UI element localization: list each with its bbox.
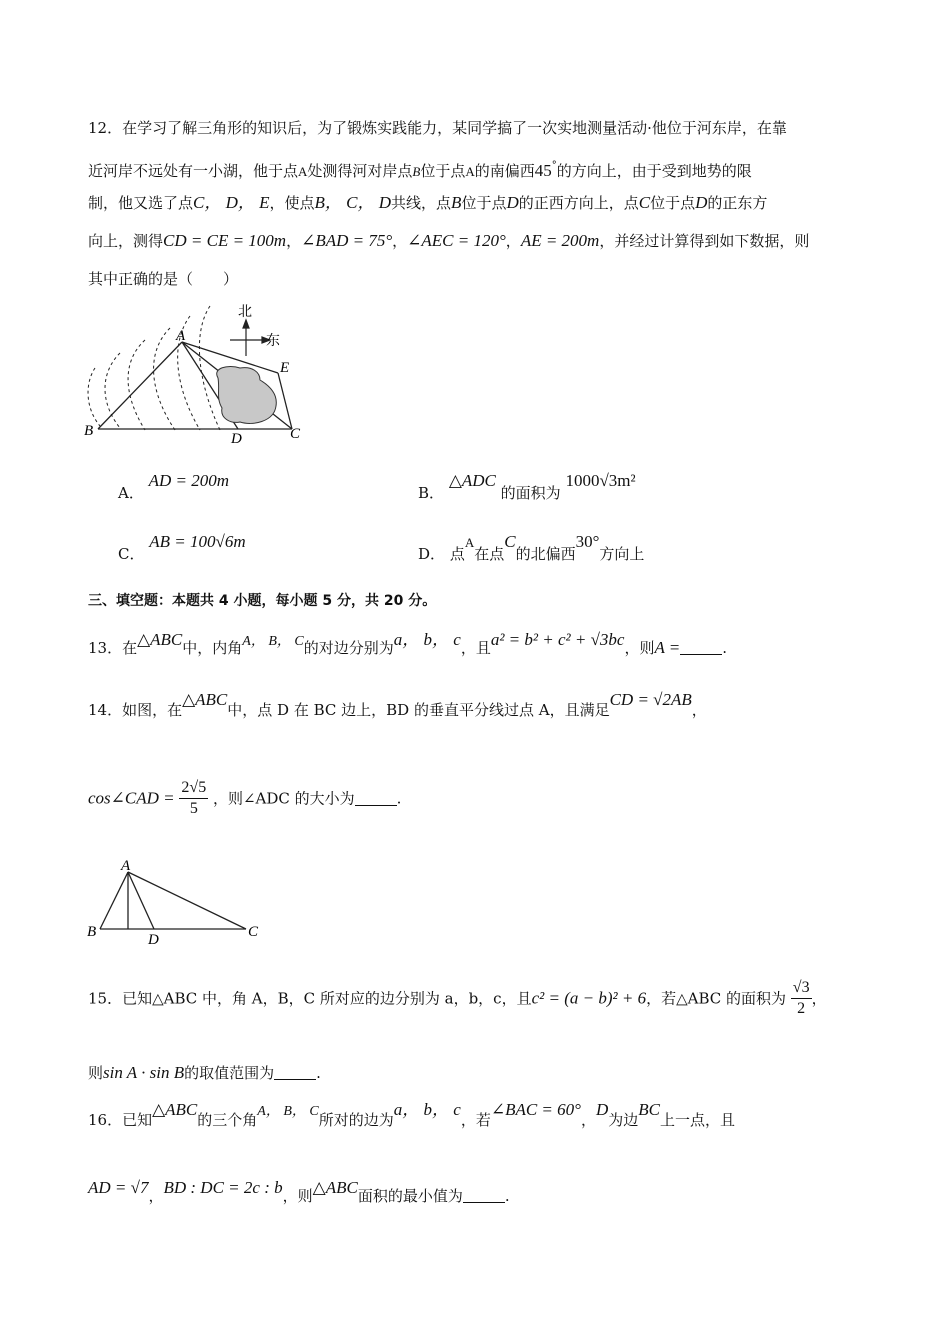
q15-line-2: 则sin A · sin B的取值范围为 . xyxy=(88,1063,321,1082)
segment-AB xyxy=(98,342,182,429)
segment-AB xyxy=(100,872,128,929)
compass xyxy=(230,320,270,356)
q12-option-b[interactable]: B． △ADC 的面积为 1000√3m² xyxy=(418,471,636,502)
q12-line-3: 制，他又选了点C， D， E，使点B， C， D共线，点B位于点D的正西方向上，点C位于点D的正东方 xyxy=(88,193,768,212)
segment-EC xyxy=(278,373,292,429)
point-B-label: B xyxy=(84,423,94,439)
point-B-label: B xyxy=(87,924,97,940)
point-E-label: E xyxy=(280,360,290,376)
q15-line-1: 15．已知△ABC 中，角 A，B，C 所对应的边分别为 a，b，c，且c² = (a − b)² + 6，若△ABC 的面积为 $\frac{√3}{2}$ ， xyxy=(88,979,827,1017)
q14-fraction: $\frac{2√5}{5}$ xyxy=(181,779,207,817)
compass-east-label: 东 xyxy=(266,333,280,349)
q12-option-a[interactable]: A． AD = 200m xyxy=(118,471,230,502)
q15-answer-blank[interactable] xyxy=(274,1065,316,1080)
q12-line-1: 12．在学习了解三角形的知识后，为了锻炼实践能力，某同学搞了一次实地测量活动·他位于河东岸，在靠 xyxy=(88,119,787,137)
q12-option-c[interactable]: C． AB = 100√6m xyxy=(118,532,246,563)
river-dashed-curves xyxy=(88,306,220,430)
point-D-label: D xyxy=(231,431,242,447)
q14-line-2: cos∠CAD = $\frac{2√5}{5}$ ，则∠ADC 的大小为 . xyxy=(88,779,402,817)
q12-line-5: 其中正确的是（ ） xyxy=(88,270,239,288)
point-C-label: C xyxy=(290,426,301,442)
q13: 13．在△ABC中，内角A， B， C的对边分别为a， b， c，且a² = b² + c² + √3bc，则A = . xyxy=(88,630,728,657)
q12-option-d[interactable]: D． 点A在点C的北偏西30°方向上 xyxy=(418,532,645,563)
q16-line-1: 16．已知△ABC的三个角A， B， C所对的边为a， b， c，若∠BAC = 60°，D为边BC上一点，且 xyxy=(88,1100,736,1129)
q12-line-2: 近河岸不远处有一小湖，他于点A处测得河对岸点B位于点A的南偏西45°的方向上，由于受到地势的限 xyxy=(88,160,752,180)
point-A-label: A xyxy=(176,328,186,344)
q16-line-2: AD = √7，BD : DC = 2c : b，则△ABC面积的最小值为 . xyxy=(88,1178,510,1205)
q14-figure xyxy=(84,856,274,951)
point-D-label: D xyxy=(148,932,159,948)
q14-line-1: 14．如图，在△ABC中，点 D 在 BC 边上，BD 的垂直平分线过点 A，且满足CD = √2AB， xyxy=(88,690,707,719)
point-A-label: A xyxy=(121,858,131,874)
q15-fraction: $\frac{√3}{2}$ xyxy=(792,979,810,1017)
q13-answer-blank[interactable] xyxy=(680,640,722,655)
q12-figure xyxy=(80,298,320,448)
lake-shape xyxy=(217,366,277,423)
section-3-heading: 三、填空题：本题共 4 小题，每小题 5 分，共 20 分。 xyxy=(88,593,437,609)
q12-line-4: 向上，测得CD = CE = 100m，∠BAD = 75°，∠AEC = 120°，AE = 200m，并经过计算得到如下数据，则 xyxy=(88,231,810,250)
segment-AD xyxy=(128,872,154,929)
compass-north-label: 北 xyxy=(238,304,252,320)
point-C-label: C xyxy=(248,924,259,940)
q14-answer-blank[interactable] xyxy=(355,791,397,806)
segment-AC xyxy=(128,872,246,929)
q16-answer-blank[interactable] xyxy=(463,1188,505,1203)
